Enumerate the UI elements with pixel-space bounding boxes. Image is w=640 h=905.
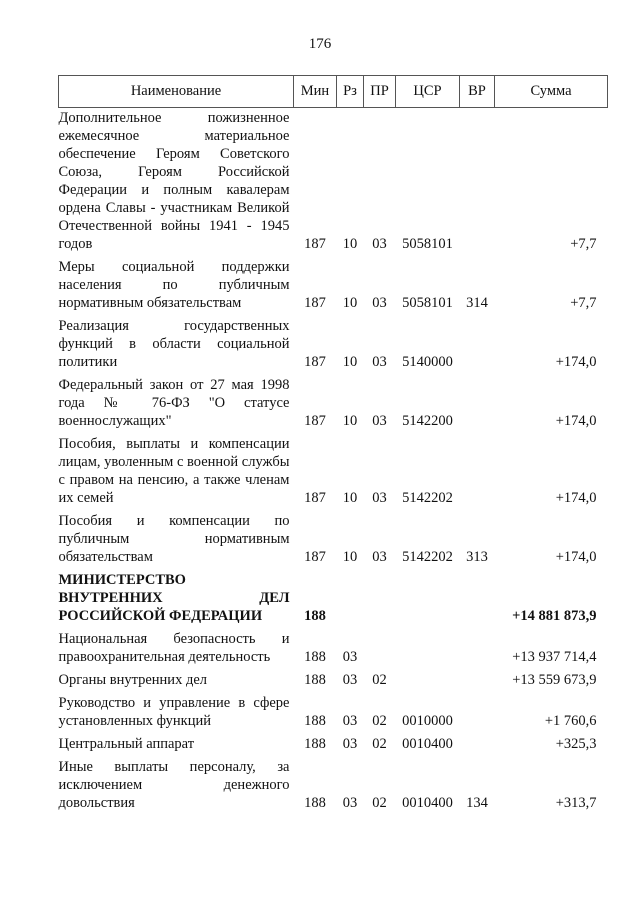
row-name: Пособия и компенсации по публичным нормативным обязательствам [58, 513, 290, 565]
row-csr: 5142200 [402, 413, 453, 429]
row-vr [460, 108, 495, 258]
row-min: 187 [304, 236, 326, 252]
row-name: Органы внутренних дел [58, 672, 207, 688]
row-name: Центральный аппарат [58, 736, 195, 752]
row-pr: 02 [372, 672, 387, 688]
row-pr: 03 [372, 354, 387, 370]
row-vr [460, 693, 495, 734]
row-sum: +14 881 873,9 [512, 608, 597, 624]
row-sum: +174,0 [555, 549, 597, 565]
row-vr [460, 375, 495, 434]
table-row [59, 734, 608, 757]
row-pr: 02 [372, 795, 387, 811]
row-vr [460, 734, 495, 757]
header-vr: ВР [460, 76, 495, 108]
row-min: 188 [304, 608, 326, 624]
row-csr: 5058101 [402, 236, 453, 252]
table-row [59, 629, 608, 670]
row-sum: +174,0 [555, 354, 597, 370]
row-name: Дополнительное пожизненное ежемесячное материальное обеспечение Героям Советского Союза, Героям Российской Федерации и полным кавалерам ордена Славы - участникам Великой Отечественной войны 1941 - 1945 годов [58, 110, 290, 252]
row-csr: 0010400 [402, 736, 453, 752]
row-csr: 5142202 [402, 549, 453, 565]
row-sum: +1 760,6 [544, 713, 597, 729]
row-pr: 02 [372, 713, 387, 729]
table-row [59, 693, 608, 734]
table-row [59, 757, 608, 816]
row-csr: 5058101 [402, 295, 453, 311]
row-csr: 0010400 [402, 795, 453, 811]
row-rz: 10 [342, 549, 358, 565]
header-pr: ПР [364, 76, 396, 108]
row-min: 188 [304, 736, 326, 752]
row-min: 188 [304, 713, 326, 729]
row-min: 187 [304, 549, 326, 565]
row-name: МИНИСТЕРСТВО ВНУТРЕННИХ ДЕЛ РОССИЙСКОЙ ФЕДЕРАЦИИ [58, 572, 290, 624]
budget-table [58, 75, 608, 816]
row-sum: +174,0 [555, 490, 597, 506]
header-rz: Рз [337, 76, 364, 108]
row-rz: 03 [342, 736, 358, 752]
row-csr [396, 570, 460, 629]
row-rz: 10 [342, 354, 358, 370]
row-csr: 5142202 [402, 490, 453, 506]
row-pr: 03 [372, 413, 387, 429]
row-rz: 03 [342, 795, 358, 811]
row-rz: 03 [342, 713, 358, 729]
row-min: 188 [304, 672, 326, 688]
row-vr [460, 434, 495, 511]
row-pr: 02 [372, 736, 387, 752]
row-pr [364, 570, 396, 629]
row-vr [460, 629, 495, 670]
row-vr [460, 570, 495, 629]
table-row [59, 316, 608, 375]
row-min: 188 [304, 795, 326, 811]
header-name: Наименование [59, 76, 294, 108]
row-rz: 10 [342, 295, 358, 311]
table-row [59, 257, 608, 316]
row-vr: 314 [466, 295, 488, 311]
row-csr [396, 670, 460, 693]
row-vr: 313 [466, 549, 488, 565]
row-rz [337, 570, 364, 629]
row-csr: 0010000 [402, 713, 453, 729]
row-min: 188 [304, 649, 326, 665]
row-rz: 10 [342, 236, 358, 252]
table-row [59, 108, 608, 258]
row-pr: 03 [372, 295, 387, 311]
table-row [59, 434, 608, 511]
row-min: 187 [304, 490, 326, 506]
row-rz: 10 [342, 490, 358, 506]
row-name: Руководство и управление в сфере установленных функций [58, 695, 290, 729]
row-sum: +7,7 [570, 295, 597, 311]
row-name: Федеральный закон от 27 мая 1998 года № 76-ФЗ "О статусе военнослужащих" [58, 377, 290, 429]
row-min: 187 [304, 295, 326, 311]
row-pr [364, 629, 396, 670]
row-pr: 03 [372, 549, 387, 565]
row-csr [396, 629, 460, 670]
header-min: Мин [294, 76, 337, 108]
table-row [59, 670, 608, 693]
table-row-ministry [59, 570, 608, 629]
row-sum: +325,3 [555, 736, 597, 752]
row-rz: 03 [342, 649, 358, 665]
table-row [59, 375, 608, 434]
page-number: 176 [308, 36, 332, 52]
row-rz: 10 [342, 413, 358, 429]
row-rz: 03 [342, 672, 358, 688]
row-sum: +13 559 673,9 [512, 672, 597, 688]
header-csr: ЦСР [396, 76, 460, 108]
row-vr [460, 316, 495, 375]
row-sum: +13 937 714,4 [512, 649, 597, 665]
header-row [59, 76, 608, 108]
row-pr: 03 [372, 236, 387, 252]
row-sum: +174,0 [555, 413, 597, 429]
table-row [59, 511, 608, 570]
row-min: 187 [304, 354, 326, 370]
row-csr: 5140000 [402, 354, 453, 370]
row-pr: 03 [372, 490, 387, 506]
row-name: Национальная безопасность и правоохранительная деятельность [58, 631, 290, 665]
row-name: Иные выплаты персоналу, за исключением денежного довольствия [58, 759, 290, 811]
row-name: Реализация государственных функций в области социальной политики [58, 318, 290, 370]
row-sum: +7,7 [570, 236, 597, 252]
row-min: 187 [304, 413, 326, 429]
header-sum: Сумма [495, 76, 608, 108]
row-vr: 134 [466, 795, 488, 811]
row-vr [460, 670, 495, 693]
row-sum: +313,7 [555, 795, 597, 811]
row-name: Пособия, выплаты и компенсации лицам, уволенным с военной службы с правом на пенсию, а также членам их семей [58, 436, 290, 506]
row-name: Меры социальной поддержки населения по публичным нормативным обязательствам [58, 259, 290, 311]
